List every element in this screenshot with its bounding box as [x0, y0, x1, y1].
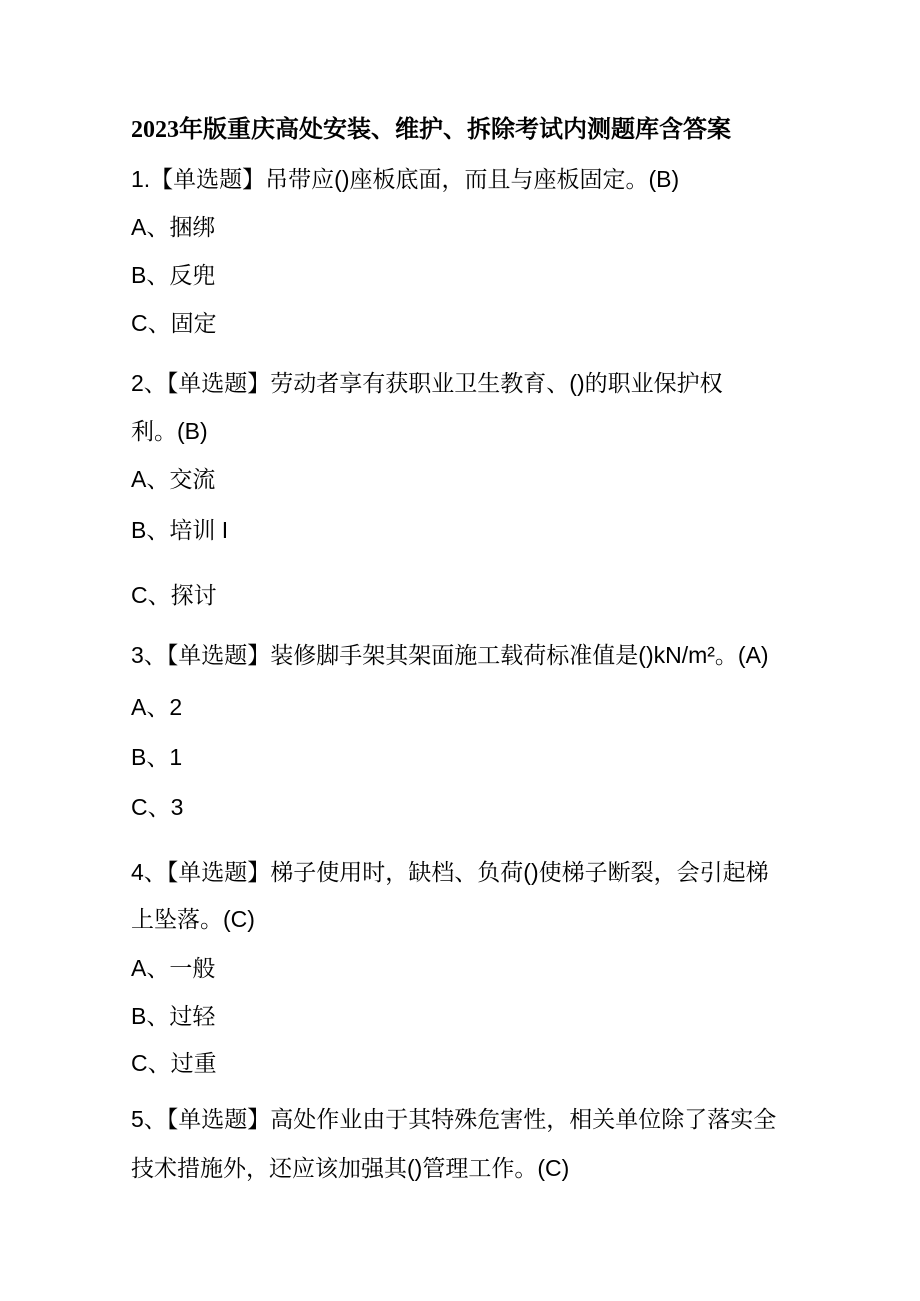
question-1-option-b: B、反兜: [131, 262, 216, 288]
question-2-option-a: A、交流: [131, 466, 216, 492]
document-title: 2023年版重庆高处安装、维护、拆除考试内测题库含答案: [131, 117, 731, 143]
question-3-option-a: A、2: [131, 694, 183, 720]
question-1-option-a: A、捆绑: [131, 214, 216, 240]
question-3-option-b: B、1: [131, 744, 183, 770]
question-4-option-b: B、过轻: [131, 1003, 216, 1029]
question-1-text: 1.【单选题】吊带应()座板底面，而且与座板固定。(B): [131, 166, 680, 192]
question-3-text: 3、【单选题】装修脚手架其架面施工载荷标准值是()kN/m²。(A): [131, 642, 769, 668]
question-5-text-cont: 技术措施外，还应该加强其()管理工作。(C): [131, 1155, 570, 1181]
question-5-text: 5、【单选题】高处作业由于其特殊危害性，相关单位除了落实全: [131, 1106, 777, 1132]
question-4-text: 4、【单选题】梯子使用时，缺档、负荷()使梯子断裂，会引起梯: [131, 859, 769, 885]
question-2-text-cont: 利。(B): [131, 418, 208, 444]
question-4-text-cont: 上坠落。(C): [131, 906, 255, 932]
question-3-option-c: C、3: [131, 794, 184, 820]
question-2-option-c: C、探讨: [131, 582, 217, 608]
question-2-option-b: B、培训 I: [131, 517, 229, 543]
question-4-option-a: A、一般: [131, 955, 216, 981]
question-2-text: 2、【单选题】劳动者享有获职业卫生教育、()的职业保护权: [131, 370, 723, 396]
question-4-option-c: C、过重: [131, 1050, 217, 1076]
question-1-option-c: C、固定: [131, 310, 217, 336]
